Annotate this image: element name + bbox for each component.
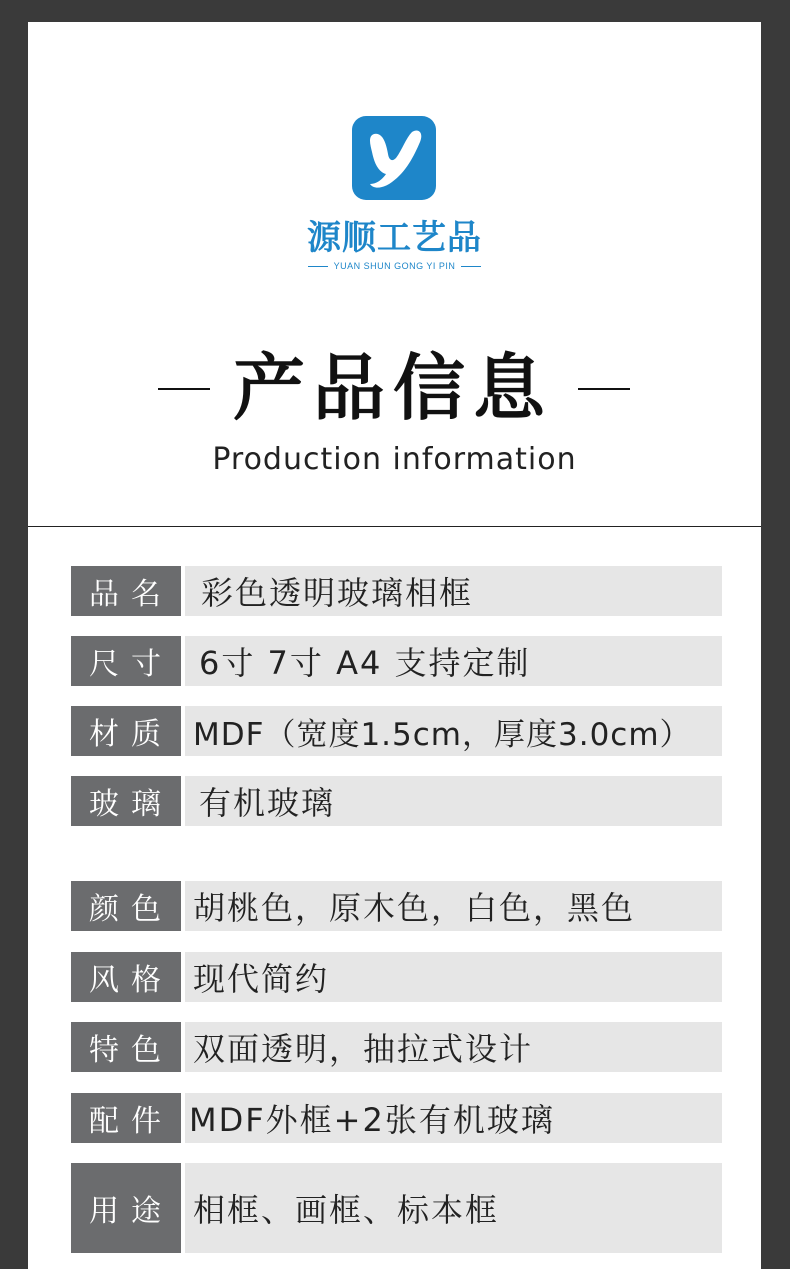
spec-label: 颜色 xyxy=(71,881,181,931)
spec-label: 用途 xyxy=(71,1163,181,1253)
spec-value: 胡桃色，原木色，白色，黑色 xyxy=(185,881,722,931)
spec-label: 玻璃 xyxy=(71,776,181,826)
spec-row-glass xyxy=(71,776,722,826)
brand-subtitle xyxy=(28,260,761,272)
spec-row-style xyxy=(71,952,722,1002)
spec-value: 彩色透明玻璃相框 xyxy=(185,566,722,616)
spec-row-color xyxy=(71,881,722,931)
spec-value: 现代简约 xyxy=(185,952,722,1002)
spec-row-material xyxy=(71,706,722,756)
spec-value: 6寸 7寸 A4 支持定制 xyxy=(185,636,722,686)
brand-name: 源顺工艺品 xyxy=(307,218,482,258)
spec-value: 双面透明，抽拉式设计 xyxy=(185,1022,722,1072)
page-title: 产品信息 xyxy=(232,346,553,430)
heading-rule-left xyxy=(158,388,210,390)
section-heading xyxy=(28,348,761,428)
brand-subtitle-rule-left xyxy=(308,266,328,267)
section-divider xyxy=(28,526,761,527)
spec-row-size xyxy=(71,636,722,686)
brand-subtitle-text: YUAN SHUN GONG YI PIN xyxy=(333,261,456,271)
spec-value: MDF外框+2张有机玻璃 xyxy=(185,1093,722,1143)
spec-label: 风格 xyxy=(71,952,181,1002)
brand-logo-icon xyxy=(352,116,436,200)
spec-value: 相框、画框、标本框 xyxy=(185,1163,722,1253)
heading-rule-right xyxy=(578,388,630,390)
spec-row-usage xyxy=(71,1163,722,1253)
page-subtitle: Production information xyxy=(212,442,577,477)
spec-label: 尺寸 xyxy=(71,636,181,686)
brand-subtitle-rule-right xyxy=(461,266,481,267)
spec-label: 特色 xyxy=(71,1022,181,1072)
spec-label: 材质 xyxy=(71,706,181,756)
spec-row-accessories xyxy=(71,1093,722,1143)
spec-value: 有机玻璃 xyxy=(185,776,722,826)
product-info-card xyxy=(28,22,761,1269)
spec-row-name xyxy=(71,566,722,616)
spec-value: MDF（宽度1.5cm，厚度3.0cm） xyxy=(185,706,722,756)
spec-label: 配件 xyxy=(71,1093,181,1143)
spec-label: 品名 xyxy=(71,566,181,616)
spec-row-feature xyxy=(71,1022,722,1072)
